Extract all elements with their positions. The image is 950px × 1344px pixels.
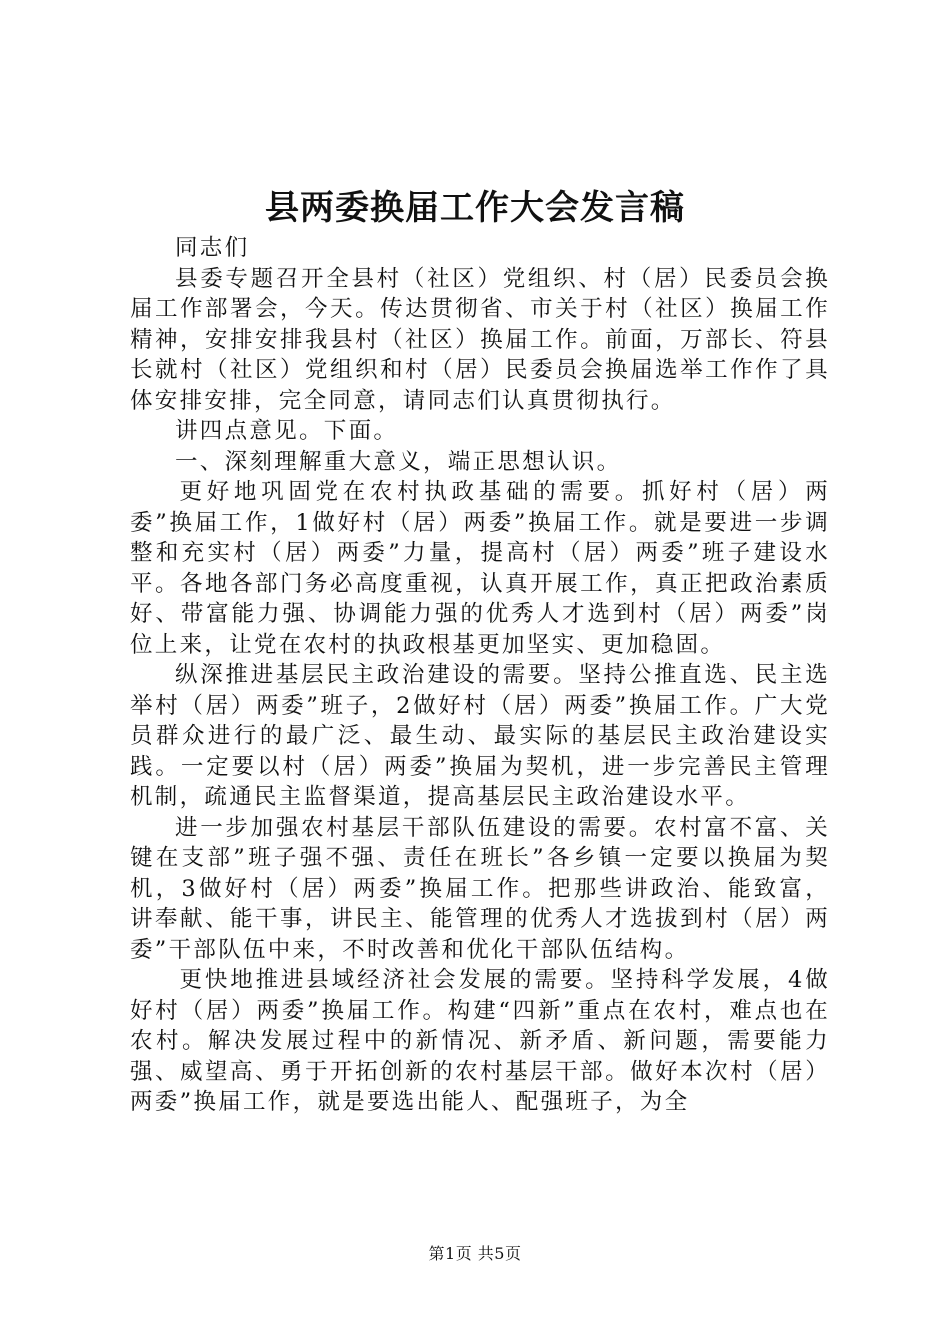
page-number-footer: 第1页 共5页	[428, 1244, 522, 1263]
document-title: 县两委换届工作大会发言稿	[265, 188, 685, 228]
paragraph-point-4: 更快地推进县域经济社会发展的需要。坚持科学发展，4做好村（居）两委”换届工作。构建“四新”重点在农村，难点也在农村。解决发展过程中的新情况、新矛盾、新问题，需要能力强、威望高、勇于开拓创新的农村基层干部。做好本次村（居）两委”换届工作，就是要选出能人、配强班子，为全	[130, 967, 830, 1115]
paragraph-intro: 县委专题召开全县村（社区）党组织、村（居）民委员会换届工作部署会，今天。传达贯彻省、市关于村（社区）换届工作精神，安排安排我县村（社区）换届工作。前面，万部长、符县长就村（社区）党组织和村（居）民委员会换届选举工作作了具体安排安排，完全同意，请同志们认真贯彻执行。	[130, 265, 830, 414]
paragraph-transition: 讲四点意见。下面。	[175, 418, 399, 444]
paragraph-salutation: 同志们	[175, 235, 250, 261]
paragraph-point-1: 更好地巩固党在农村执政基础的需要。抓好村（居）两委”换届工作，1做好村（居）两委”换届工作。就是要进一步调整和充实村（居）两委”力量，提高村（居）两委”班子建设水平。各地各部门务必高度重视，认真开展工作，真正把政治素质好、带富能力强、协调能力强的优秀人才选到村（居）两委”岗位上来，让党在农村的执政根基更加坚实、更加稳固。	[130, 479, 830, 658]
document-body	[130, 233, 830, 1118]
paragraph-point-2: 纵深推进基层民主政治建设的需要。坚持公推直选、民主选举村（居）两委”班子，2做好村（居）两委”换届工作。广大党员群众进行的最广泛、最生动、最实际的基层民主政治建设实践。一定要以村（居）两委”换届为契机，进一步完善民主管理机制，疏通民主监督渠道，提高基层民主政治建设水平。	[130, 662, 830, 810]
paragraph-point-3: 进一步加强农村基层干部队伍建设的需要。农村富不富、关键在支部”班子强不强、责任在班长”各乡镇一定要以换届为契机，3做好村（居）两委”换届工作。把那些讲政治、能致富，讲奉献、能干事，讲民主、能管理的优秀人才选拔到村（居）两委”干部队伍中来，不时改善和优化干部队伍结构。	[130, 814, 830, 963]
section-heading-1: 一、深刻理解重大意义，端正思想认识。	[175, 448, 622, 475]
